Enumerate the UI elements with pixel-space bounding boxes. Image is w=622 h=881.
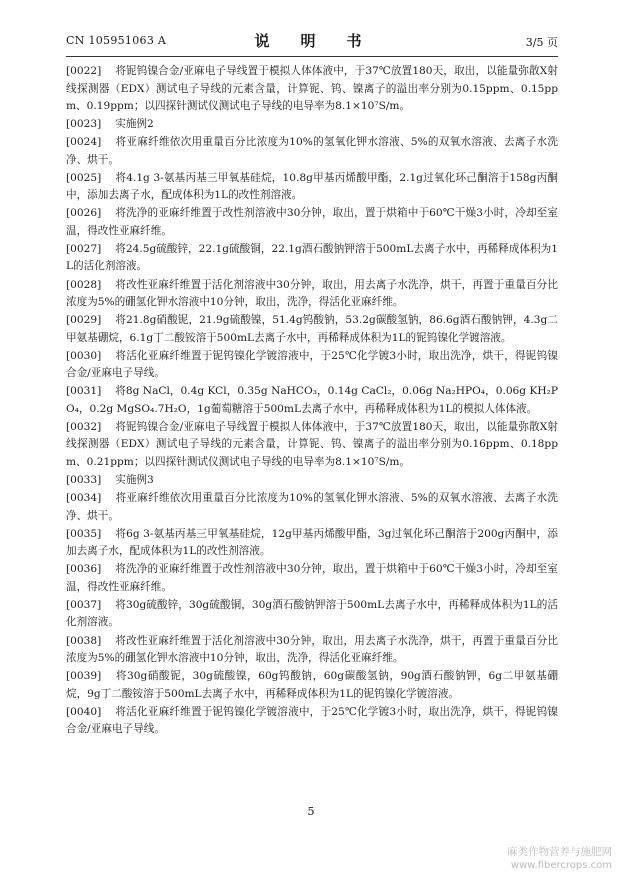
watermark	[507, 845, 612, 873]
document-body	[66, 63, 558, 739]
paragraph-number: [0022]	[66, 65, 102, 77]
paragraph-text: 将24.5g硫酸锌，22.1g硫酸铜，22.1g酒石酸钠钾溶于500mL去离子水中，再稀释成体积为1L的活化剂溶液。	[66, 242, 558, 273]
header-rule	[66, 56, 558, 57]
paragraph-number: [0024]	[66, 136, 102, 149]
paragraph-text: 将4.1g 3-氨基丙基三甲氧基硅烷，10.8g甲基丙烯酸甲酯，2.1g过氧化环己酮溶于158g丙酮中，添加去离子水，配成体积为1L的改性剂溶液。	[66, 171, 558, 202]
page-indicator: 3/5 页	[525, 36, 558, 49]
paragraph-number: [0035]	[66, 527, 102, 540]
paragraph-number: [0029]	[66, 314, 102, 327]
paragraph-number: [0031]	[66, 385, 102, 398]
paragraph	[66, 170, 558, 205]
paragraph-text: 将活化亚麻纤维置于铌钨镍化学镀溶液中，于25℃化学镀3小时，取出洗净，烘干，得铌钨镍合金/亚麻电子导线。	[66, 705, 558, 736]
paragraph	[66, 472, 558, 490]
paragraph	[66, 205, 558, 240]
paragraph-number: [0040]	[66, 705, 102, 718]
page-header	[66, 30, 558, 54]
paragraph-text: 将改性亚麻纤维置于活化剂溶液中30分钟，取出，用去离子水洗净，烘干，再置于重量百分比浓度为5%的硼氢化钾水溶液中10分钟，取出，洗净，得活化亚麻纤维。	[66, 278, 558, 309]
watermark-url: www.fibercrops.com	[510, 860, 612, 871]
paragraph	[66, 277, 558, 312]
paragraph-number: [0027]	[66, 242, 102, 255]
paragraph	[66, 134, 558, 169]
paragraph-text: 将铌钨镍合金/亚麻电子导线置于模拟人体体液中，于37℃放置180天，取出，以能量弥散X射线探测器（EDX）测试电子导线的元素含量，计算铌、钨、镍离子的溢出率分别为0.15ppm、0.15ppm、0.19ppm；以四探针测试仪测试电子导线的电导率为8.1×10⁷S/m。	[66, 65, 558, 112]
paragraph	[66, 490, 558, 525]
paragraph-text: 将活化亚麻纤维置于铌钨镍化学镀溶液中，于25℃化学镀3小时，取出洗净，烘干，得铌钨镍合金/亚麻电子导线。	[66, 349, 558, 380]
paragraph-text: 将改性亚麻纤维置于活化剂溶液中30分钟，取出，用去离子水洗净，烘干，再置于重量百分比浓度为5%的硼氢化钾水溶液中10分钟，取出，洗净，得活化亚麻纤维。	[66, 634, 558, 664]
paragraph-number: [0038]	[66, 634, 102, 647]
page-number: 5	[307, 805, 315, 818]
paragraph	[66, 348, 558, 383]
document-title: 说 明 书	[254, 32, 370, 50]
paragraph	[66, 633, 558, 668]
paragraph-text: 将30g硫酸锌，30g硫酸铜，30g酒石酸钠钾溶于500mL去离子水中，再稀释成体积为1L的活化剂溶液。	[66, 598, 558, 629]
paragraph-number: [0034]	[66, 492, 102, 505]
paragraph	[66, 668, 558, 703]
paragraph	[66, 526, 558, 561]
paragraph-number: [0023]	[66, 118, 102, 131]
paragraph-text: 将亚麻纤维依次用重量百分比浓度为10%的氢氧化钾水溶液、5%的双氧水溶液、去离子水洗净、烘干。	[66, 136, 558, 166]
watermark-text: 麻类作物营养与施肥网	[507, 846, 612, 858]
paragraph-text: 将8g NaCl，0.4g KCl，0.35g NaHCO₃，0.14g CaCl₂，0.06g Na₂HPO₄，0.06g KH₂PO₄，0.2g MgSO₄.7H₂O，1g葡萄糖溶于500mL去离子水中，再稀释成体积为1L的模拟人体体液。	[66, 385, 558, 415]
paragraph-text: 实施例3	[115, 474, 154, 487]
paragraph-text: 将6g 3-氨基丙基三甲氧基硅烷，12g甲基丙烯酸甲酯，3g过氧化环己酮溶于200g丙酮中，添加去离子水，配成体积为1L的改性剂溶液。	[66, 527, 558, 558]
paragraph-number: [0026]	[66, 207, 102, 220]
paragraph-text: 实施例2	[115, 118, 154, 131]
paragraph	[66, 383, 558, 418]
publication-number: CN 105951063 A	[66, 34, 167, 47]
paragraph-text: 将21.8g硝酸铌，21.9g硫酸镍，51.4g钨酸钠，53.2g碳酸氢钠，86.6g酒石酸钠钾，4.3g二甲氨基硼烷，6.1g丁二酸铵溶于500mL去离子水中，再稀释成体积为1L的铌钨镍化学镀溶液。	[66, 314, 558, 344]
paragraph-text: 将洗净的亚麻纤维置于改性剂溶液中30分钟，取出，置于烘箱中于60℃干燥3小时，冷却至室温，得改性亚麻纤维。	[66, 207, 558, 237]
paragraph	[66, 312, 558, 347]
paragraph-number: [0036]	[66, 563, 102, 576]
paragraph	[66, 63, 558, 116]
paragraph	[66, 704, 558, 739]
paragraph-number: [0037]	[66, 598, 102, 611]
paragraph	[66, 561, 558, 596]
paragraph	[66, 116, 558, 134]
paragraph-text: 将30g硝酸铌，30g硫酸镍，60g钨酸钠，60g碳酸氢钠，90g酒石酸钠钾，6g二甲氨基硼烷，9g丁二酸铵溶于500mL去离子水中，再稀释成体积为1L的铌钨镍化学镀溶液。	[66, 670, 558, 700]
paragraph-number: [0039]	[66, 670, 102, 683]
paragraph-text: 将洗净的亚麻纤维置于改性剂溶液中30分钟，取出，置于烘箱中于60℃干燥3小时，冷却至室温，得改性亚麻纤维。	[66, 563, 558, 593]
paragraph-number: [0030]	[66, 349, 102, 362]
paragraph	[66, 241, 558, 276]
paragraph-number: [0032]	[66, 420, 102, 433]
paragraph-text: 将亚麻纤维依次用重量百分比浓度为10%的氢氧化钾水溶液、5%的双氧水溶液、去离子水洗净、烘干。	[66, 492, 558, 522]
paragraph	[66, 419, 558, 472]
paragraph-text: 将铌钨镍合金/亚麻电子导线置于模拟人体体液中，于37℃放置180天，取出，以能量弥散X射线探测器（EDX）测试电子导线的元素含量，计算铌、钨、镍离子的溢出率分别为0.16ppm、0.18ppm、0.21ppm；以四探针测试仪测试电子导线的电导率为8.1×10⁷S/m。	[66, 420, 558, 468]
paragraph-number: [0028]	[66, 278, 102, 291]
paragraph	[66, 597, 558, 632]
paragraph-number: [0025]	[66, 171, 102, 184]
paragraph-number: [0033]	[66, 474, 102, 487]
